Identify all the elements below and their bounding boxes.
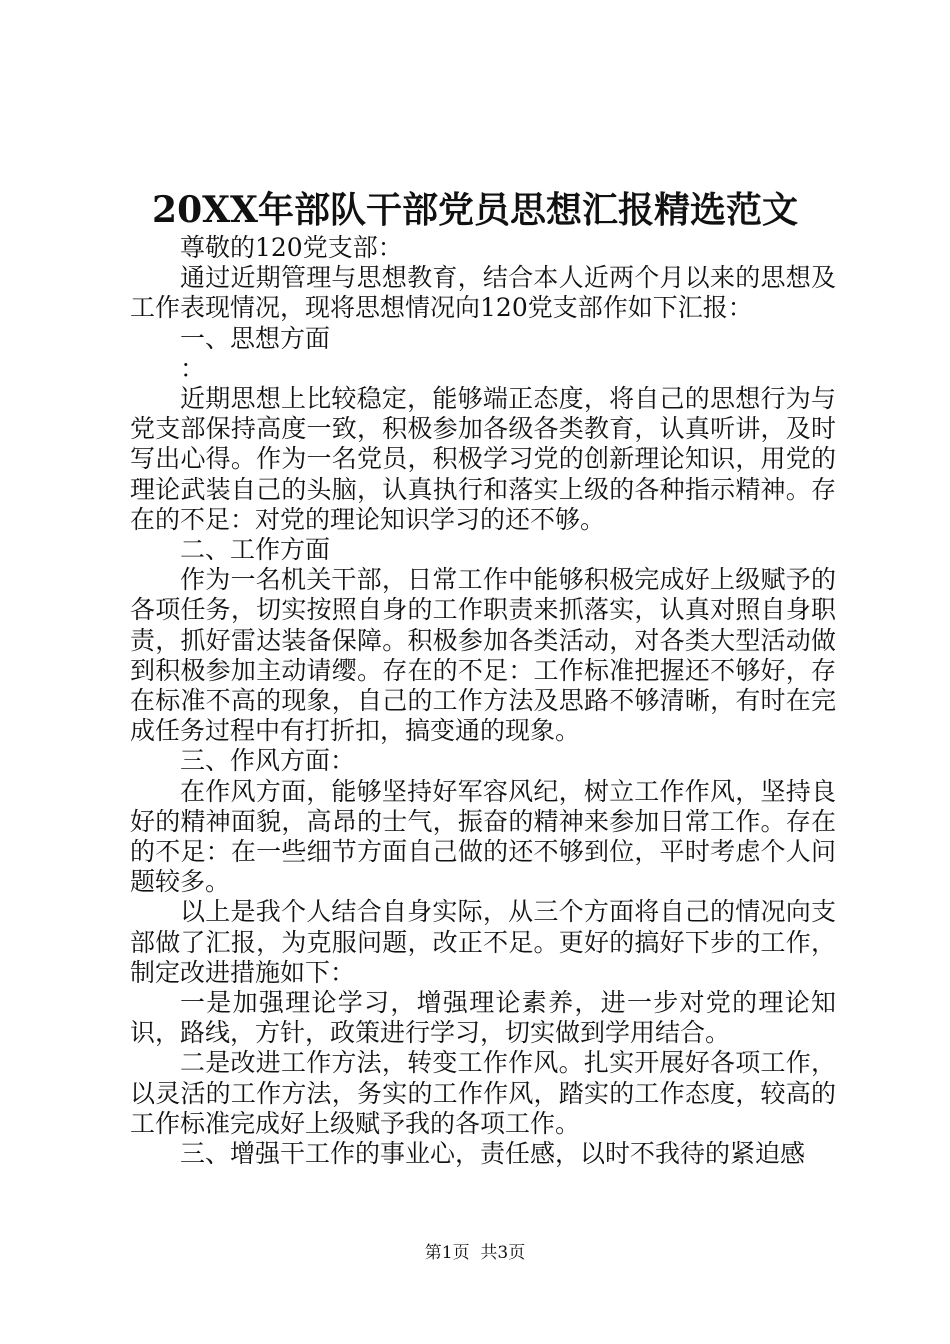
document-title: 20XX年部队干部党员思想汇报精选范文	[152, 189, 798, 231]
work-paragraph: 作为一名机关干部，日常工作中能够积极完成好上级赋予的各项任务，切实按照自身的工作职责来抓落实，认真对照自身职责，抓好雷达装备保障。积极参加各类活动，对各类大型活动做到积极参加主动请缨。存在的不足：工作标准把握还不够好，存在标准不高的现象，自己的工作方法及思路不够清晰，有时在完成任务过程中有打折扣，搞变通的现象。	[130, 565, 836, 746]
salutation: 尊敬的120党支部：	[180, 233, 403, 262]
intro-paragraph: 通过近期管理与思想教育，结合本人近两个月以来的思想及工作表现情况，现将思想情况向120党支部作如下汇报：	[130, 263, 836, 323]
section-heading-thought: 一、思想方面	[180, 323, 331, 353]
colon-line: ：	[180, 353, 206, 383]
measure-one-paragraph: 一是加强理论学习，增强理论素养，进一步对党的理论知识，路线，方针，政策进行学习，切实做到学用结合。	[130, 988, 836, 1048]
measure-three-paragraph: 三、增强干工作的事业心，责任感，以时不我待的紧迫感	[180, 1139, 806, 1169]
section-heading-work: 二、工作方面	[180, 535, 331, 565]
page-footer	[0, 1241, 950, 1265]
measure-two-paragraph: 二是改进工作方法，转变工作作风。扎实开展好各项工作，以灵活的工作方法，务实的工作作风，踏实的工作态度，较高的工作标准完成好上级赋予我的各项工作。	[130, 1048, 836, 1138]
page-number-label: 第1页 共3页	[424, 1243, 526, 1263]
section-heading-style: 三、作风方面：	[180, 746, 356, 776]
summary-paragraph: 以上是我个人结合自身实际，从三个方面将自己的情况向支部做了汇报，为克服问题，改正不足。更好的搞好下步的工作，制定改进措施如下：	[130, 897, 836, 987]
style-paragraph: 在作风方面，能够坚持好军容风纪，树立工作作风，坚持良好的精神面貌，高昂的士气，振奋的精神来参加日常工作。存在的不足：在一些细节方面自己做的还不够到位，平时考虑个人问题较多。	[130, 776, 836, 897]
thought-paragraph: 近期思想上比较稳定，能够端正态度，将自己的思想行为与党支部保持高度一致，积极参加各级各类教育，认真听讲，及时写出心得。作为一名党员，积极学习党的创新理论知识，用党的理论武装自己的头脑，认真执行和落实上级的各种指示精神。存在的不足：对党的理论知识学习的还不够。	[130, 384, 836, 534]
document-body	[130, 233, 836, 1169]
